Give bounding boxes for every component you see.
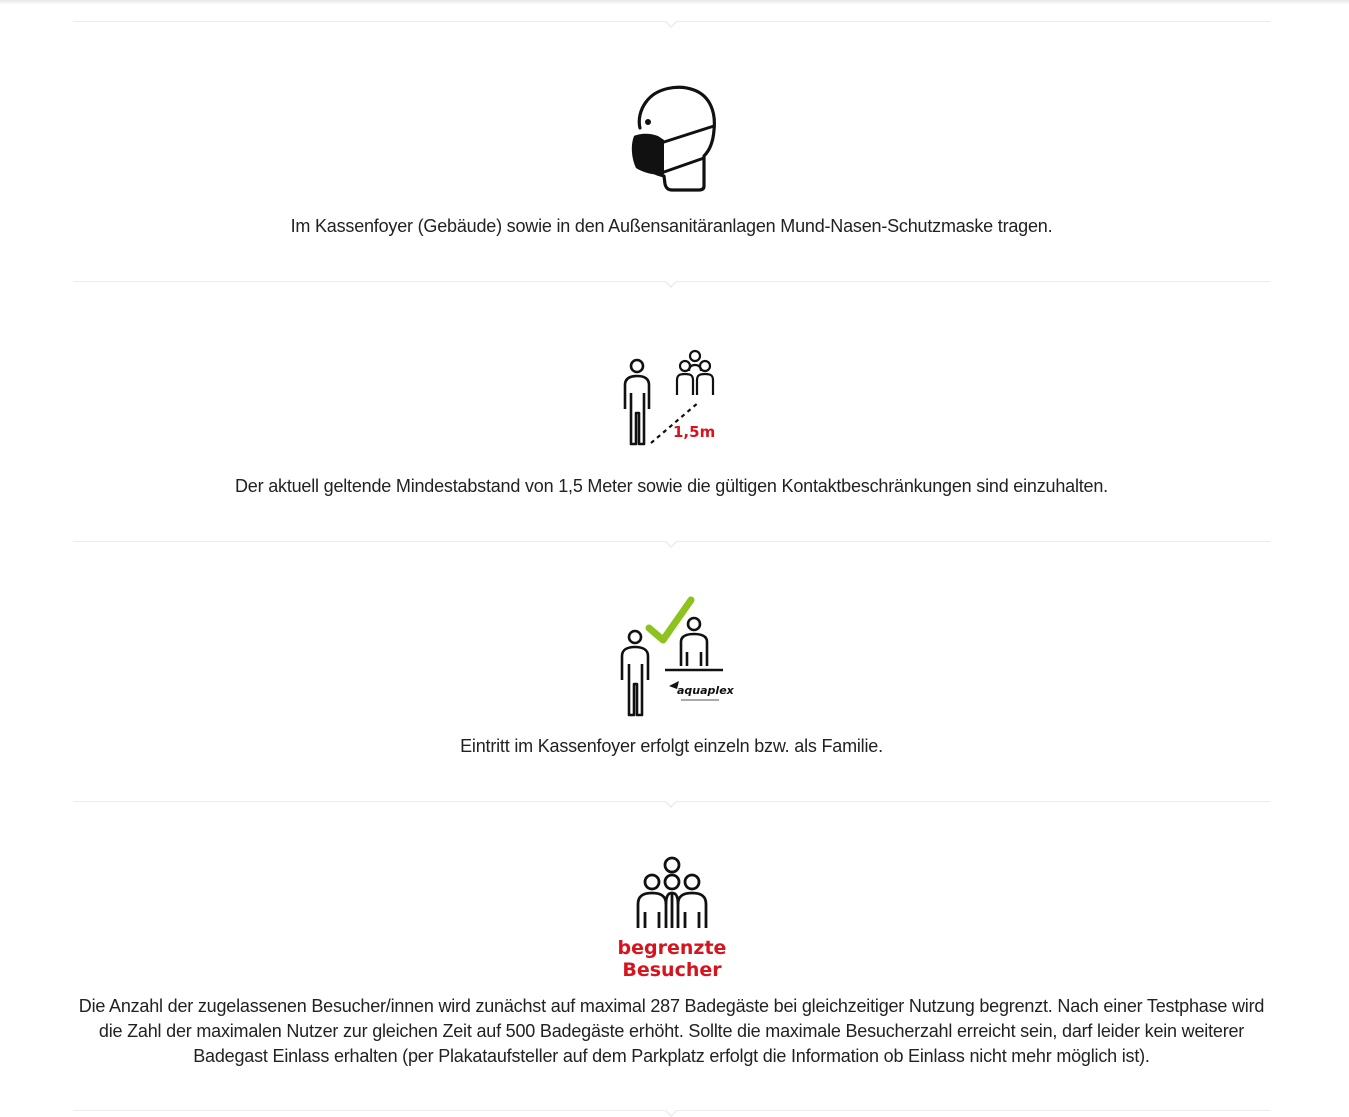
distance-label: 1,5m xyxy=(672,423,715,441)
face-mask-icon xyxy=(624,84,720,194)
section-divider xyxy=(73,541,1270,542)
caption-line: Die Anzahl der zugelassenen Besucher/innen wird zunächst auf maximal 287 Badegäste bei gleichzeitiger Nutzung begrenzt. Nach einer Testphase wird xyxy=(78,996,1265,1016)
check-icon xyxy=(649,600,691,640)
caption-line: Badegast Einlass erhalten (per Plakataufsteller auf dem Parkplatz erfolgt die Information ob Einlass nicht mehr möglich ist). xyxy=(193,1046,1150,1066)
header-shadow xyxy=(0,0,1349,5)
single-entry-icon xyxy=(617,596,734,718)
limited-visitors-label-2: Besucher xyxy=(621,959,722,981)
section-divider xyxy=(73,801,1270,802)
limited-visitors-icon xyxy=(617,856,726,982)
section-divider xyxy=(73,1110,1270,1111)
section-divider xyxy=(73,21,1270,22)
distance-icon xyxy=(615,347,729,447)
rule-caption: Eintritt im Kassenfoyer erfolgt einzeln bzw. als Familie. xyxy=(460,736,883,756)
rule-caption: Der aktuell geltende Mindestabstand von 1,5 Meter sowie die gültigen Kontaktbeschränkungen sind einzuhalten. xyxy=(235,476,1108,496)
limited-visitors-label-1: begrenzte xyxy=(617,937,726,959)
rule-caption xyxy=(73,994,1270,1069)
section-divider xyxy=(73,281,1270,282)
rule-caption: Im Kassenfoyer (Gebäude) sowie in den Außensanitäranlagen Mund-Nasen-Schutzmaske tragen. xyxy=(290,216,1053,236)
caption-line: die Zahl der maximalen Nutzer zur gleichen Zeit auf 500 Badegäste erhöht. Sollte die maximale Besucherzahl erreicht sein, darf leider kein weiterer xyxy=(98,1021,1245,1041)
aquaplex-logo: aquaplex xyxy=(676,684,734,697)
